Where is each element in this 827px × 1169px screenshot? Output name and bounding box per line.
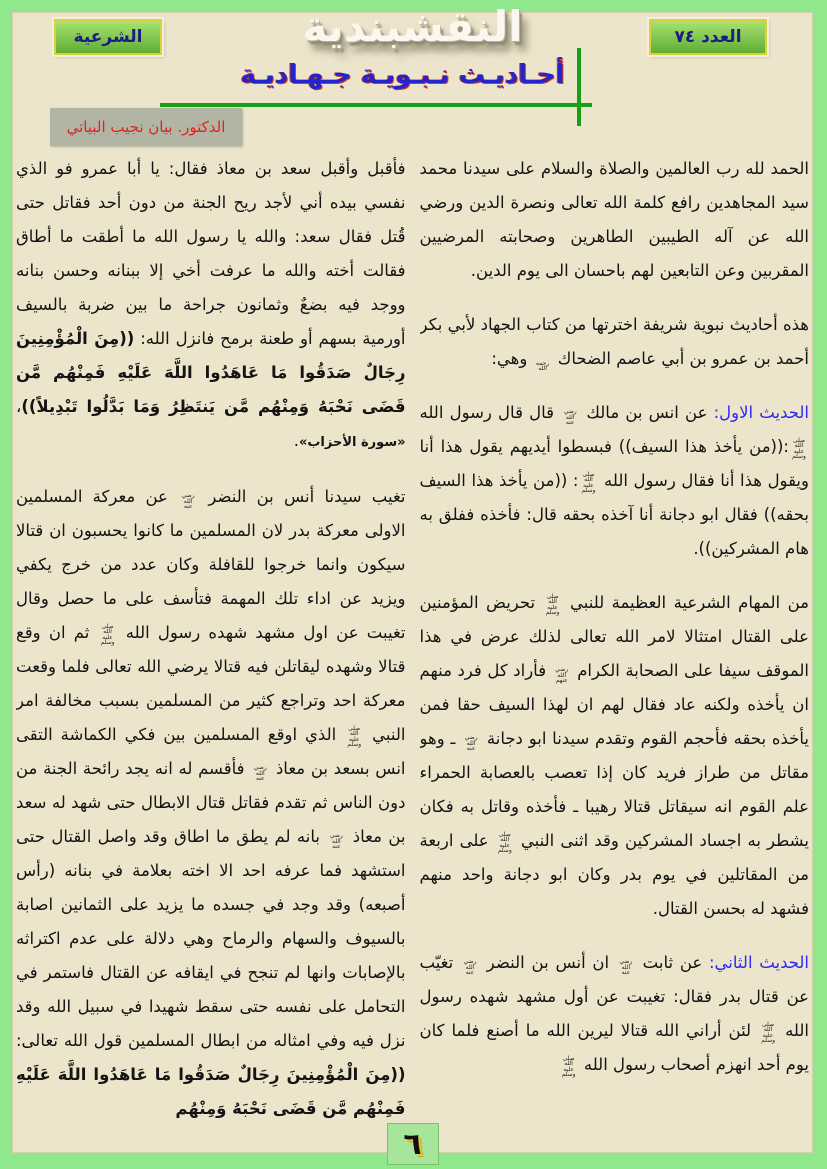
column-right	[420, 152, 810, 1139]
honorific-mark: رضي الله عنه	[253, 764, 267, 782]
body-text: الحمد لله رب العالمين والصلاة والسلام على سيدنا محمد سيد المجاهدين رافع كلمة الله تعالى ونصرة الدين ورضي الله عن آله الطيبين الطاهرين وصحابته المرضيين المقربين وعن التابعين لهم باحسان الى يوم الدين.	[419, 159, 809, 280]
body-text: هذه أحاديث نبوية شريفة اخترتها من كتاب الجهاد لأبي بكر أحمد بن عمرو بن أبي عاصم الضحاك	[419, 315, 809, 368]
body-text: فأراد كل فرد منهم ان يأخذه ولكنه عاد فقال لهم ان لهذا السيف حقا فمن يأخذه بحقه فأحجم القوم وتقدم سيدنا ابو دجانة	[419, 661, 809, 748]
body-text: من المهام الشرعية العظيمة للنبي	[562, 593, 809, 612]
body-text: لئن أراني الله قتالا ليرين الله ما أصنع فلما كان يوم أحد انهزم أصحاب رسول الله	[419, 1021, 809, 1074]
body-text: عن معركة المسلمين الاولى معركة بدر لان المسلمين ما كانوا يحسبون ان قتالا سيكون وانما خرجوا للقافلة وكان عدد من خرج يكفي ويزيد عن اداء تلك المهمة فتأسف على ما حصل وقال تغيبت عن اول مشهد شهده رسول الله	[16, 487, 406, 642]
body-text: عن ثابت	[635, 953, 709, 972]
body-text: ـ وهو مقاتل من طراز فريد كان إذا تعصب بالعصابة الحمراء علم القوم انه سيقاتل قتالا رهيبا ـ فأخذه وقاتل به فكان يشطر به اجساد المشركين وقد اثنى النبي	[419, 729, 809, 850]
body-text: فأقسم له انه يجد رائحة الجنة من دون الناس ثم تقدم فقاتل قتال الابطال حتى شهد له سعد بن معاذ	[16, 759, 406, 846]
honorific-mark: رضي الله عنه	[464, 734, 478, 752]
quran-verse: ((مِنَ الْمُؤْمِنِينَ رِجَالٌ صَدَقُوا مَا عَاهَدُوا اللَّهَ عَلَيْهِ فَمِنْهُم مَّن قَضَى نَحْبَهُ وَمِنْهُم	[16, 1065, 406, 1118]
issue-number-badge	[649, 19, 767, 55]
body-text: تحريض المؤمنين على القتال امتثالا لامر الله تعالى لذلك عرض في هذا الموقف سيفا على الصحابة الكرام	[419, 593, 809, 680]
hadith-heading: الحديث الثاني:	[709, 953, 809, 972]
quran-source: «سورة الأحزاب»	[298, 435, 406, 450]
body-text: ان أنس بن النضر	[480, 953, 616, 972]
paragraph	[420, 946, 810, 1082]
body-text: بانه لم يطق ما اطاق وقد واصل القتال حتى استشهد فما عرفه احد الا اخته بعلامة في بنانه (رأس أصبعه) وقد وجد في جسده ما يزيد على الثمانين اصابة بالسيوف والسهام والرماح وهي دلالة على عدم اكتراثه بالإصابات وانها لم تنجح في ايقافه عن القتال فاستمر في التحامل على نفسه حتى سقط شهيدا في سبيل الله وقد نزل فيه وفي امثاله من ابطال المسلمين قول الله تعالى:	[16, 827, 406, 1050]
body-text: :((من يأخذ هذا السيف)) فبسطوا أيديهم يقول هذا أنا ويقول هذا أنا فقال رسول الله	[419, 437, 809, 490]
honorific-mark: رضي الله عنه	[563, 408, 577, 426]
body-text: فأقبل وأقبل سعد بن معاذ فقال: يا أبا عمرو فو الذي نفسي بيده أني لأجد ريح الجنة من دون أحد فقاتل حتى قُتل فقال سعد: والله يا رسول الله ما أطقت ما أطاق فقالت أخته والله ما عرفت أخي إلا ببنانه وحسن بنانه ووجد فيه بضعٌ وثمانون جراحة ما بين ضربة بالسيف أورمية بسهم أو طعنة برمح فانزل الله:	[16, 159, 406, 348]
page-number-box	[387, 1123, 439, 1165]
body-text: الذي اوقع المسلمين بين فكي الكماشة التقى انس بسعد بن معاذ	[16, 725, 406, 778]
body-text: تغيب سيدنا أنس بن النضر	[198, 487, 406, 506]
honorific-mark: صلى الله عليه وسلم	[581, 470, 596, 494]
honorific-mark: رضي الله عنهم	[555, 666, 569, 684]
article-title: أحـاديـث نـبـويـة جـهـاديـة	[240, 60, 565, 90]
body-text: وهي:	[491, 349, 533, 368]
quran-verse: ((مِنَ الْمُؤْمِنِينَ رِجَالٌ صَدَقُوا مَا عَاهَدُوا اللَّهَ عَلَيْهِ فَمِنْهُم مَّن قَضَى نَحْبَهُ وَمِنْهُم مَّن يَنتَظِرُ وَمَا بَدَّلُوا تَبْدِيلاً))	[16, 329, 406, 416]
author-box: الدكتور. بيان نجيب البياتي	[50, 108, 242, 146]
paragraph	[16, 480, 406, 1126]
column-left	[16, 152, 406, 1139]
title-horizontal-rule	[160, 103, 592, 107]
honorific-mark: رضي الله عنه	[329, 832, 343, 850]
paragraph	[16, 152, 406, 460]
honorific-mark: رضي الله عنه	[181, 492, 195, 510]
honorific-mark: رضي الله عنه	[619, 958, 633, 976]
issue-number-label: العدد ٧٤	[674, 27, 742, 47]
honorific-mark: صلى الله عليه وسلم	[347, 724, 362, 748]
document-page	[12, 2, 813, 1162]
body-text: عن انس بن مالك	[580, 403, 714, 422]
honorific-mark: صلى الله عليه وسلم	[792, 436, 806, 460]
honorific-mark: رحمه الله	[535, 359, 550, 372]
honorific-mark: صلى الله عليه وسلم	[561, 1054, 576, 1078]
magazine-masthead: النقشبندية	[302, 2, 523, 51]
body-text: : ((من يأخذ هذا السيف بحقه)) فقال ابو دجانة أنا آخذه بحقه قال: فأخذه ففلق به هام المشركين)).	[419, 471, 809, 558]
honorific-mark: صلى الله عليه وسلم	[497, 830, 512, 854]
title-vertical-rule	[577, 48, 581, 126]
honorific-mark: صلى الله عليه وسلم	[545, 592, 560, 616]
body-text: .	[293, 431, 299, 450]
body-text: قال قال رسول الله	[419, 403, 561, 422]
paragraph	[420, 308, 810, 376]
page-number: ٦	[403, 1126, 422, 1162]
body-text: على اربعة من المقاتلين في يوم بدر وكان ابو دجانة واحد منهم فشهد له بحسن القتال.	[419, 831, 809, 918]
paragraph	[420, 396, 810, 566]
body-text: ثم ان وقع قتالا وشهده ليقاتلن فيه قتالا يرضي الله تعالى فلما وقعت معركة احد وتراجع كثير من المسلمين بسبب مخالفة امر النبي	[16, 623, 406, 744]
paragraph	[420, 586, 810, 926]
article-body	[16, 152, 809, 1139]
honorific-mark: رضي الله عنه	[463, 958, 477, 976]
body-text: ،	[16, 397, 22, 416]
honorific-mark: صلى الله عليه وسلم	[100, 622, 115, 646]
paragraph	[420, 152, 810, 288]
body-text: تغيّب عن قتال بدر فقال: تغيبت عن أول مشهد شهده رسول الله	[419, 953, 809, 1040]
honorific-mark: صلى الله عليه وسلم	[761, 1020, 776, 1044]
section-badge-label: الشرعية	[73, 27, 143, 47]
hadith-heading: الحديث الاول:	[713, 403, 809, 422]
